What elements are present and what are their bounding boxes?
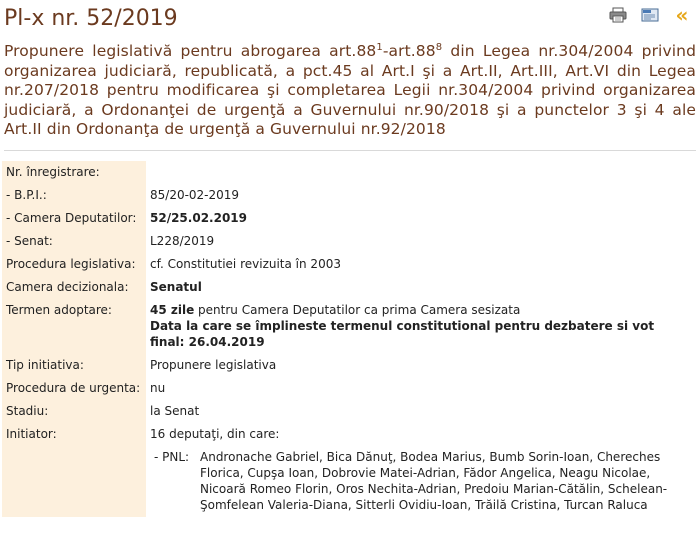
initiator-label: Initiator: [2, 423, 146, 446]
row-nr-inregistrare [2, 161, 692, 184]
header [0, 0, 700, 36]
details-table [2, 161, 692, 517]
description-sup-2: 8 [435, 41, 443, 53]
row-senat [2, 230, 692, 253]
urgenta-label: Procedura de urgenta: [2, 377, 146, 400]
urgenta-value: nu [150, 380, 166, 395]
initiator-value: 16 deputaţi, din care: [150, 426, 280, 441]
bpi-label: - B.P.I.: [2, 184, 146, 207]
description-part-1: Propunere legislativă pentru abrogarea art.88 [4, 42, 377, 60]
row-camera-deputatilor [2, 207, 692, 230]
row-camera-decizionala [2, 276, 692, 299]
senat-value: L228/2019 [150, 233, 215, 248]
nr-inregistrare-label: Nr. înregistrare: [2, 161, 146, 184]
row-termen-adoptare [2, 299, 692, 354]
stadiu-value: la Senat [150, 403, 200, 418]
tip-label: Tip initiativa: [2, 354, 146, 377]
row-tip-initiativa [2, 354, 692, 377]
termen-deadline: Data la care se împlineste termenul constitutional pentru dezbatere si vot final: 26.04.2019 [150, 318, 655, 349]
row-procedura-urgenta [2, 377, 692, 400]
pnl-label: - PNL: [154, 449, 190, 464]
back-chevron-icon[interactable]: « [675, 3, 689, 27]
procedura-value: cf. Constitutiei revizuita în 2003 [150, 256, 341, 271]
page-title: Pl-x nr. 52/2019 [4, 6, 178, 31]
row-bpi [2, 184, 692, 207]
printer-icon[interactable] [608, 6, 628, 24]
bill-description [4, 42, 696, 140]
row-initiator [2, 423, 692, 446]
description-part-2: -art.88 [382, 42, 436, 60]
pnl-initiators: Andronache Gabriel, Bica Dănuţ, Bodea Marius, Bumb Sorin-Ioan, Chereches Florica, Cupşa Ioan, Dobrovie Matei-Adrian, Fădor Angelica, Neagu Nicolae, Nicoară Romeo Florin, Oros Nechita-Adrian, Predoiu Marian-Cătălin, Schelean-Şomfelean Valeria-Diana, Sitterli Ovidiu-Ioan, Trăilă Cristina, Turcan Raluca [200, 449, 668, 512]
camera-value: 52/25.02.2019 [150, 210, 247, 225]
row-stadiu [2, 400, 692, 423]
termen-label: Termen adoptare: [2, 299, 146, 354]
row-pnl [2, 446, 692, 517]
action-bar [608, 3, 692, 27]
tip-value: Propunere legislativa [150, 357, 277, 372]
divider [4, 150, 696, 151]
description-sup-1: 1 [376, 41, 383, 53]
decizionala-value: Senatul [150, 279, 202, 294]
decizionala-label: Camera decizionala: [2, 276, 146, 299]
procedura-label: Procedura legislativa: [2, 253, 146, 276]
row-procedura-legislativa [2, 253, 692, 276]
termen-days: 45 zile [150, 302, 195, 317]
email-icon[interactable] [640, 6, 660, 24]
pnl-group [150, 449, 688, 513]
stadiu-label: Stadiu: [2, 400, 146, 423]
termen-value [146, 299, 692, 354]
termen-rest: pentru Camera Deputatilor ca prima Camera sesizata [194, 302, 521, 317]
camera-label: - Camera Deputatilor: [2, 207, 146, 230]
description-part-3: din Legea nr.304/2004 privind organizarea judiciară, republicată, a pct.45 al Art.I şi a Art.II, Art.III, Art.VI din Legea nr.207/2018 pentru modificarea şi completarea Legii nr.304/2004 privind organizarea judiciară, a Ordonanţei de urgenţă a Guvernului nr.90/2018 şi a punctelor 3 şi 4 ale Art.II din Ordonanţa de urgenţă a Guvernului nr.92/2018 [4, 42, 697, 138]
bpi-value: 85/20-02-2019 [150, 187, 240, 202]
senat-label: - Senat: [2, 230, 146, 253]
